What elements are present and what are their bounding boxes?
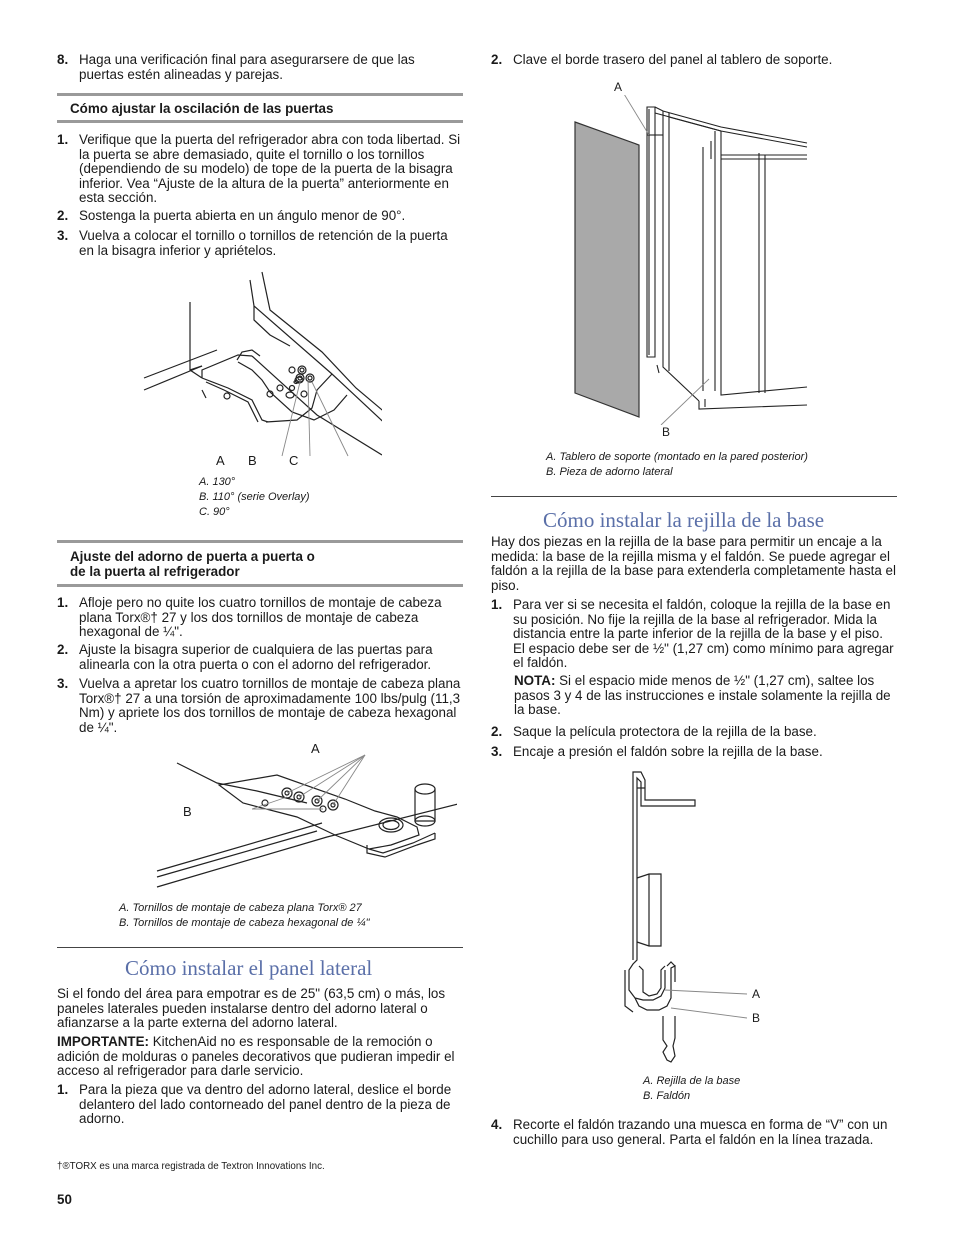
side-panel-heading: Cómo instalar el panel lateral xyxy=(125,956,373,980)
panel-label-a: A xyxy=(614,80,623,94)
footnote: †®TORX es una marca registrada de Textron Innovations Inc. xyxy=(57,1161,325,1172)
hinge-label-b: B xyxy=(248,453,257,468)
swing-heading: Cómo ajustar la oscilación de las puertas xyxy=(57,93,463,123)
panel-captions: A. Tablero de soporte (montado en la pared posterior) B. Pieza de adorno lateral xyxy=(546,451,808,478)
door-swing-hinge-illustration xyxy=(142,270,382,475)
grille-note: NOTA: Si el espacio mide menos de ½" (1,27 cm), saltee los pasos 3 y 4 de las instrucciones e instale solamente la rejilla de la base. xyxy=(514,673,891,718)
grille-heading: Cómo instalar la rejilla de la base xyxy=(543,508,825,532)
grille-label-b: B xyxy=(752,1011,761,1025)
hinge-captions: A. 130° B. 110° (serie Overlay) C. 90° xyxy=(199,476,310,518)
grille-label-a: A xyxy=(752,987,761,1001)
step-text: Haga una verificación final para asegurarsere de que las puertas estén alineadas y parejas. xyxy=(79,52,415,82)
hinge-label-a: A xyxy=(216,453,225,468)
base-grille-profile-illustration xyxy=(621,770,781,1070)
bracket-label-b: B xyxy=(183,804,192,819)
trim-heading: Ajuste del adorno de puerta a puerta o de la puerta al refrigerador xyxy=(57,540,463,587)
side-panel-illustration xyxy=(571,95,811,425)
panel-label-b: B xyxy=(662,425,671,439)
section-divider xyxy=(57,947,463,948)
important-note: IMPORTANTE: KitchenAid no es responsable de la remoción o adición de molduras o paneles decorativos que pudieran impedir el acceso al refrigerador para darle servicio. xyxy=(57,1034,455,1079)
page-number: 50 xyxy=(57,1192,72,1207)
side-panel-intro: Si el fondo del área para empotrar es de 25" (63,5 cm) o más, los paneles laterales pueden instalarse dentro del adorno lateral o afianzarse a la parte externa del adorno lateral. xyxy=(57,986,446,1031)
top-hinge-screws-illustration xyxy=(147,745,457,895)
step-number: 8. xyxy=(57,52,69,67)
grille-captions: A. Rejilla de la base B. Faldón xyxy=(643,1075,741,1102)
bracket-label-a: A xyxy=(311,741,320,756)
section-divider-right xyxy=(491,496,897,497)
grille-intro: Hay dos piezas en la rejilla de la base para permitir un encaje a la medida: la base de la rejilla misma y el faldón. Se puede agregar el faldón a la rejilla de la base para extenderla completamente hasta el piso. xyxy=(491,534,896,593)
bracket-captions: A. Tornillos de montaje de cabeza plana Torx® 27 B. Tornillos de montaje de cabeza hexagonal de ¼" xyxy=(119,902,370,929)
hinge-label-c: C xyxy=(289,453,299,468)
